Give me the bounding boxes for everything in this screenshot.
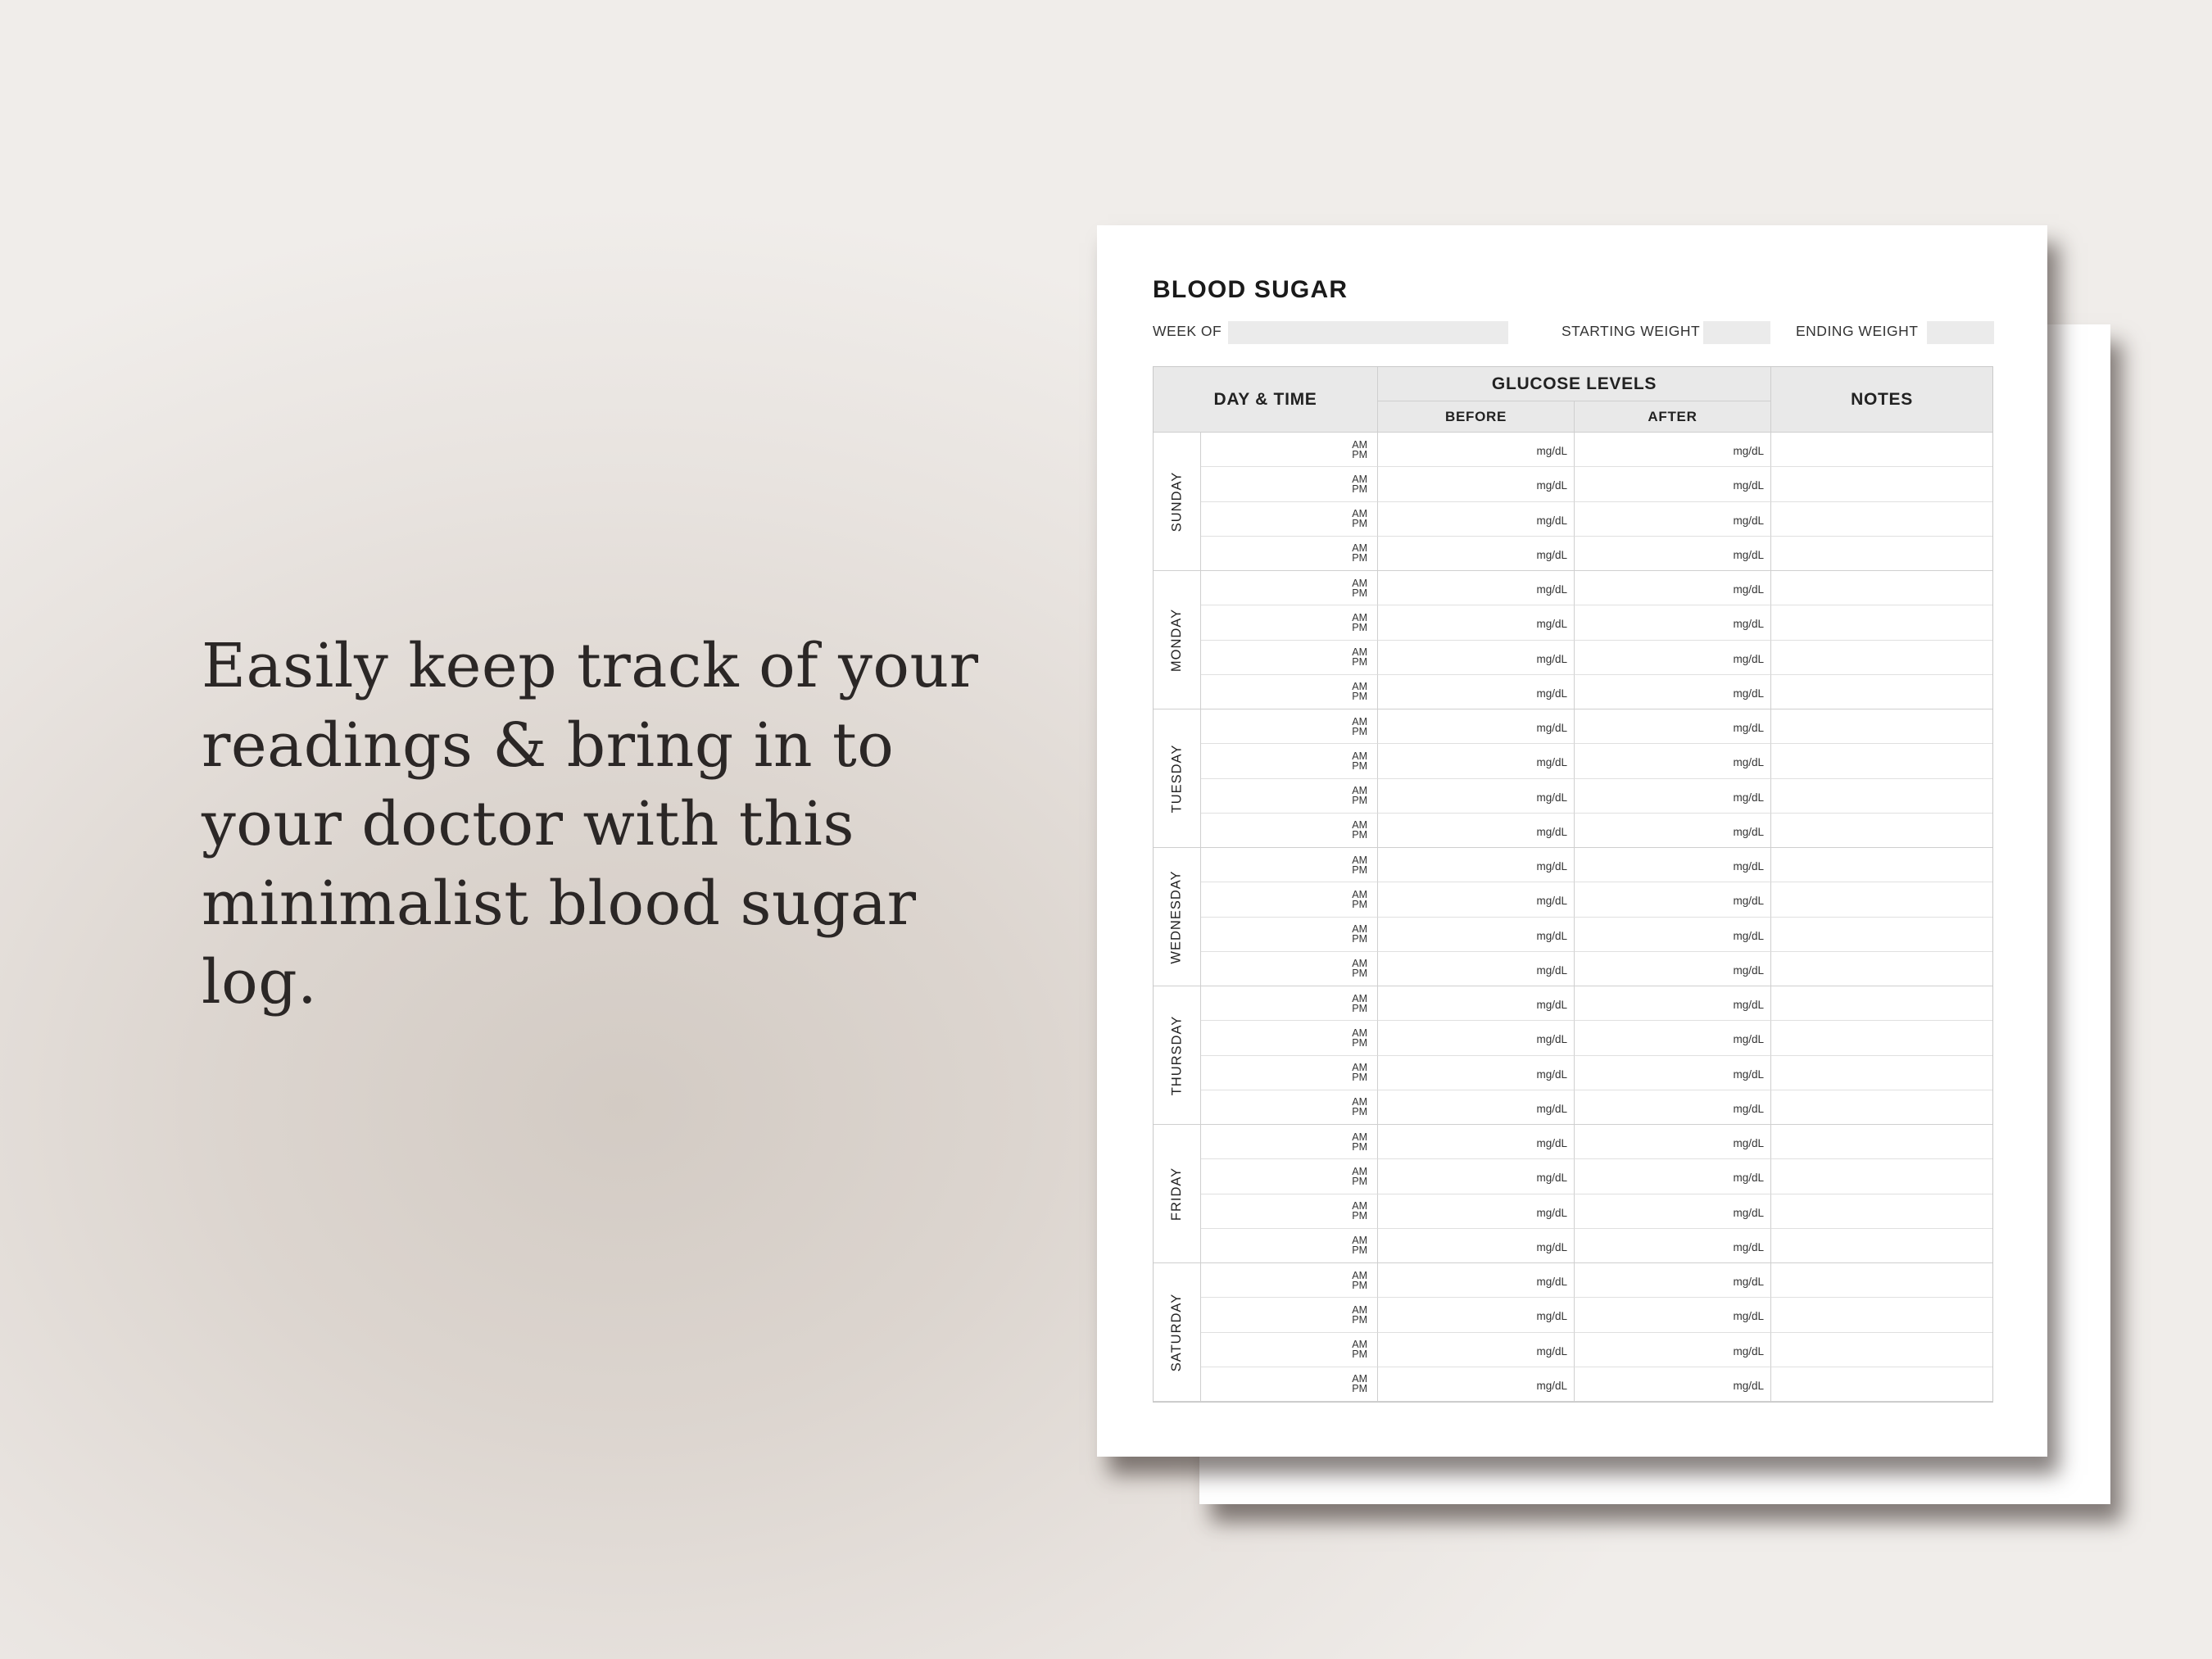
day-label-tuesday	[1154, 709, 1201, 848]
pm-label: PM	[1352, 933, 1367, 945]
time-cell[interactable]	[1201, 1263, 1378, 1298]
day-name: FRIDAY	[1169, 1167, 1184, 1221]
am-label: AM	[1352, 715, 1367, 728]
pm-label: PM	[1352, 448, 1367, 460]
unit-label: mg/dL	[1733, 825, 1764, 838]
am-pm-selector[interactable]	[1352, 1097, 1371, 1117]
pm-label: PM	[1352, 1175, 1367, 1187]
glucose-before-cell[interactable]	[1378, 641, 1575, 675]
headline-line: Easily keep track of your	[202, 631, 979, 701]
unit-label: mg/dL	[1536, 687, 1567, 700]
unit-label: mg/dL	[1536, 1276, 1567, 1289]
notes-cell[interactable]	[1771, 882, 1992, 917]
time-cell[interactable]	[1201, 675, 1378, 709]
unit-label: mg/dL	[1536, 895, 1567, 908]
am-pm-selector[interactable]	[1352, 682, 1371, 701]
glucose-before-cell[interactable]	[1378, 537, 1575, 571]
glucose-after-cell[interactable]	[1575, 1056, 1771, 1090]
time-cell[interactable]	[1201, 537, 1378, 571]
glucose-before-cell[interactable]	[1378, 502, 1575, 537]
glucose-after-cell[interactable]	[1575, 1090, 1771, 1125]
pm-label: PM	[1352, 898, 1367, 910]
log-title: BLOOD SUGAR	[1153, 276, 1349, 303]
headline-line: your doctor with this	[202, 789, 854, 859]
unit-label: mg/dL	[1733, 618, 1764, 631]
day-label-saturday	[1154, 1263, 1201, 1402]
glucose-after-cell[interactable]	[1575, 1298, 1771, 1332]
am-label: AM	[1352, 611, 1367, 623]
pm-label: PM	[1352, 1072, 1367, 1084]
am-pm-selector[interactable]	[1352, 509, 1371, 528]
am-pm-selector[interactable]	[1352, 924, 1371, 944]
pm-label: PM	[1352, 725, 1367, 737]
unit-label: mg/dL	[1536, 1102, 1567, 1115]
am-label: AM	[1352, 1373, 1367, 1385]
am-pm-selector[interactable]	[1352, 1063, 1371, 1082]
glucose-after-cell[interactable]	[1575, 1333, 1771, 1367]
day-name: WEDNESDAY	[1169, 869, 1184, 964]
am-label: AM	[1352, 473, 1367, 485]
glucose-before-cell[interactable]	[1378, 1159, 1575, 1194]
am-label: AM	[1352, 958, 1367, 970]
glucose-before-cell[interactable]	[1378, 467, 1575, 501]
glucose-after-cell[interactable]	[1575, 986, 1771, 1021]
am-label: AM	[1352, 1235, 1367, 1247]
notes-cell[interactable]	[1771, 1298, 1992, 1332]
day-label-monday	[1154, 571, 1201, 709]
am-label: AM	[1352, 1165, 1367, 1177]
am-pm-selector[interactable]	[1352, 786, 1371, 805]
am-label: AM	[1352, 1131, 1367, 1143]
notes-cell[interactable]	[1771, 779, 1992, 814]
pm-label: PM	[1352, 1002, 1367, 1014]
am-label: AM	[1352, 1062, 1367, 1074]
notes-cell[interactable]	[1771, 744, 1992, 778]
pm-label: PM	[1352, 1210, 1367, 1222]
time-cell[interactable]	[1201, 814, 1378, 848]
pm-label: PM	[1352, 1349, 1367, 1361]
pm-label: PM	[1352, 1036, 1367, 1049]
am-pm-selector[interactable]	[1352, 751, 1371, 771]
unit-label: mg/dL	[1733, 548, 1764, 561]
unit-label: mg/dL	[1733, 1033, 1764, 1046]
unit-label: mg/dL	[1733, 514, 1764, 527]
notes-cell[interactable]	[1771, 675, 1992, 709]
glucose-after-cell[interactable]	[1575, 779, 1771, 814]
unit-label: mg/dL	[1536, 999, 1567, 1012]
am-label: AM	[1352, 1303, 1367, 1316]
glucose-log-table	[1153, 366, 1993, 1403]
glucose-after-cell[interactable]	[1575, 571, 1771, 605]
starting-weight-label: STARTING WEIGHT	[1562, 323, 1701, 339]
am-label: AM	[1352, 542, 1367, 555]
pm-label: PM	[1352, 968, 1367, 980]
unit-label: mg/dL	[1536, 722, 1567, 735]
glucose-before-cell[interactable]	[1378, 605, 1575, 640]
pm-label: PM	[1352, 863, 1367, 876]
glucose-after-cell[interactable]	[1575, 641, 1771, 675]
am-pm-selector[interactable]	[1352, 820, 1371, 840]
pm-label: PM	[1352, 518, 1367, 530]
am-label: AM	[1352, 854, 1367, 866]
unit-label: mg/dL	[1536, 791, 1567, 804]
time-cell[interactable]	[1201, 433, 1378, 467]
glucose-after-cell[interactable]	[1575, 1021, 1771, 1055]
time-cell[interactable]	[1201, 571, 1378, 605]
unit-label: mg/dL	[1733, 895, 1764, 908]
am-label: AM	[1352, 1269, 1367, 1281]
unit-label: mg/dL	[1536, 548, 1567, 561]
time-cell[interactable]	[1201, 986, 1378, 1021]
glucose-after-cell[interactable]	[1575, 952, 1771, 986]
am-pm-selector[interactable]	[1352, 543, 1371, 563]
glucose-before-cell[interactable]	[1378, 986, 1575, 1021]
day-label-friday	[1154, 1125, 1201, 1263]
glucose-before-cell[interactable]	[1378, 433, 1575, 467]
glucose-after-cell[interactable]	[1575, 918, 1771, 952]
am-pm-selector[interactable]	[1352, 474, 1371, 494]
glucose-before-cell[interactable]	[1378, 814, 1575, 848]
unit-label: mg/dL	[1733, 1344, 1764, 1358]
notes-cell[interactable]	[1771, 1229, 1992, 1263]
glucose-after-cell[interactable]	[1575, 433, 1771, 467]
unit-label: mg/dL	[1536, 1172, 1567, 1185]
time-cell[interactable]	[1201, 1159, 1378, 1194]
day-name: SATURDAY	[1169, 1293, 1184, 1371]
am-label: AM	[1352, 438, 1367, 451]
unit-label: mg/dL	[1536, 1137, 1567, 1150]
glucose-before-cell[interactable]	[1378, 848, 1575, 882]
pm-label: PM	[1352, 656, 1367, 669]
notes-cell[interactable]	[1771, 1125, 1992, 1159]
time-cell[interactable]	[1201, 1194, 1378, 1229]
time-cell[interactable]	[1201, 744, 1378, 778]
am-label: AM	[1352, 1096, 1367, 1108]
unit-label: mg/dL	[1536, 1206, 1567, 1219]
am-label: AM	[1352, 992, 1367, 1004]
time-cell[interactable]	[1201, 1056, 1378, 1090]
am-label: AM	[1352, 577, 1367, 589]
unit-label: mg/dL	[1733, 652, 1764, 665]
glucose-before-cell[interactable]	[1378, 1298, 1575, 1332]
time-cell[interactable]	[1201, 1229, 1378, 1263]
pm-label: PM	[1352, 759, 1367, 772]
unit-label: mg/dL	[1536, 1310, 1567, 1323]
unit-label: mg/dL	[1733, 1310, 1764, 1323]
notes-cell[interactable]	[1771, 848, 1992, 882]
unit-label: mg/dL	[1536, 618, 1567, 631]
notes-cell[interactable]	[1771, 814, 1992, 848]
unit-label: mg/dL	[1733, 687, 1764, 700]
glucose-after-cell[interactable]	[1575, 744, 1771, 778]
glucose-before-cell[interactable]	[1378, 1125, 1575, 1159]
unit-label: mg/dL	[1733, 1276, 1764, 1289]
unit-label: mg/dL	[1536, 514, 1567, 527]
day-label-thursday	[1154, 986, 1201, 1125]
am-pm-selector[interactable]	[1352, 717, 1371, 737]
am-pm-selector[interactable]	[1352, 1339, 1371, 1359]
glucose-after-cell[interactable]	[1575, 502, 1771, 537]
day-name: SUNDAY	[1169, 471, 1185, 532]
unit-label: mg/dL	[1733, 999, 1764, 1012]
unit-label: mg/dL	[1536, 1240, 1567, 1253]
headline-line: log.	[202, 947, 318, 1018]
day-label-sunday	[1154, 433, 1201, 571]
glucose-after-cell[interactable]	[1575, 882, 1771, 917]
header-after: AFTER	[1575, 401, 1771, 433]
glucose-after-cell[interactable]	[1575, 605, 1771, 640]
notes-cell[interactable]	[1771, 1159, 1992, 1194]
am-pm-selector[interactable]	[1352, 1305, 1371, 1325]
time-cell[interactable]	[1201, 882, 1378, 917]
day-name: THURSDAY	[1169, 1015, 1185, 1095]
glucose-before-cell[interactable]	[1378, 675, 1575, 709]
time-cell[interactable]	[1201, 918, 1378, 952]
pm-label: PM	[1352, 552, 1367, 564]
unit-label: mg/dL	[1733, 860, 1764, 873]
time-cell[interactable]	[1201, 1298, 1378, 1332]
pm-label: PM	[1352, 587, 1367, 599]
glucose-before-cell[interactable]	[1378, 709, 1575, 744]
notes-cell[interactable]	[1771, 1021, 1992, 1055]
am-pm-selector[interactable]	[1352, 1374, 1371, 1394]
time-cell[interactable]	[1201, 502, 1378, 537]
unit-label: mg/dL	[1733, 1206, 1764, 1219]
week-of-field[interactable]	[1228, 321, 1508, 344]
am-pm-selector[interactable]	[1352, 1028, 1371, 1048]
unit-label: mg/dL	[1733, 791, 1764, 804]
notes-cell[interactable]	[1771, 1090, 1992, 1125]
am-pm-selector[interactable]	[1352, 1167, 1371, 1186]
notes-cell[interactable]	[1771, 502, 1992, 537]
am-label: AM	[1352, 508, 1367, 520]
day-label-wednesday	[1154, 848, 1201, 986]
time-cell[interactable]	[1201, 709, 1378, 744]
glucose-after-cell[interactable]	[1575, 814, 1771, 848]
unit-label: mg/dL	[1536, 1344, 1567, 1358]
notes-cell[interactable]	[1771, 1263, 1992, 1298]
unit-label: mg/dL	[1733, 963, 1764, 977]
unit-label: mg/dL	[1536, 1379, 1567, 1392]
unit-label: mg/dL	[1733, 583, 1764, 596]
unit-label: mg/dL	[1733, 756, 1764, 769]
unit-label: mg/dL	[1733, 1172, 1764, 1185]
unit-label: mg/dL	[1733, 1137, 1764, 1150]
unit-label: mg/dL	[1536, 825, 1567, 838]
notes-cell[interactable]	[1771, 709, 1992, 744]
time-cell[interactable]	[1201, 848, 1378, 882]
glucose-after-cell[interactable]	[1575, 1263, 1771, 1298]
unit-label: mg/dL	[1733, 479, 1764, 492]
pm-label: PM	[1352, 829, 1367, 841]
glucose-after-cell[interactable]	[1575, 1367, 1771, 1402]
notes-cell[interactable]	[1771, 433, 1992, 467]
am-pm-selector[interactable]	[1352, 1132, 1371, 1152]
glucose-after-cell[interactable]	[1575, 675, 1771, 709]
glucose-after-cell[interactable]	[1575, 467, 1771, 501]
am-pm-selector[interactable]	[1352, 959, 1371, 978]
glucose-before-cell[interactable]	[1378, 1263, 1575, 1298]
pm-label: PM	[1352, 1140, 1367, 1153]
pm-label: PM	[1352, 621, 1367, 633]
am-pm-selector[interactable]	[1352, 890, 1371, 909]
headline-line: minimalist blood sugar	[202, 868, 917, 939]
time-cell[interactable]	[1201, 1125, 1378, 1159]
pm-label: PM	[1352, 1279, 1367, 1291]
pm-label: PM	[1352, 795, 1367, 807]
notes-cell[interactable]	[1771, 571, 1992, 605]
am-label: AM	[1352, 1200, 1367, 1213]
glucose-before-cell[interactable]	[1378, 882, 1575, 917]
unit-label: mg/dL	[1536, 479, 1567, 492]
glucose-before-cell[interactable]	[1378, 952, 1575, 986]
unit-label: mg/dL	[1536, 1067, 1567, 1081]
unit-label: mg/dL	[1536, 1033, 1567, 1046]
am-pm-selector[interactable]	[1352, 613, 1371, 632]
unit-label: mg/dL	[1536, 652, 1567, 665]
ending-weight-field[interactable]	[1927, 321, 1994, 344]
am-label: AM	[1352, 785, 1367, 797]
time-cell[interactable]	[1201, 1021, 1378, 1055]
am-pm-selector[interactable]	[1352, 855, 1371, 875]
unit-label: mg/dL	[1536, 963, 1567, 977]
notes-cell[interactable]	[1771, 467, 1992, 501]
day-name: MONDAY	[1169, 608, 1185, 672]
glucose-before-cell[interactable]	[1378, 1367, 1575, 1402]
glucose-before-cell[interactable]	[1378, 1090, 1575, 1125]
glucose-before-cell[interactable]	[1378, 571, 1575, 605]
notes-cell[interactable]	[1771, 641, 1992, 675]
unit-label: mg/dL	[1733, 929, 1764, 942]
time-cell[interactable]	[1201, 1333, 1378, 1367]
am-label: AM	[1352, 681, 1367, 693]
glucose-before-cell[interactable]	[1378, 1021, 1575, 1055]
day-name: TUESDAY	[1169, 744, 1184, 813]
glucose-after-cell[interactable]	[1575, 1229, 1771, 1263]
time-cell[interactable]	[1201, 952, 1378, 986]
promo-headline	[202, 627, 1021, 1022]
time-cell[interactable]	[1201, 779, 1378, 814]
time-cell[interactable]	[1201, 641, 1378, 675]
notes-cell[interactable]	[1771, 918, 1992, 952]
glucose-before-cell[interactable]	[1378, 1229, 1575, 1263]
am-pm-selector[interactable]	[1352, 1235, 1371, 1255]
am-label: AM	[1352, 888, 1367, 900]
unit-label: mg/dL	[1536, 860, 1567, 873]
am-pm-selector[interactable]	[1352, 647, 1371, 667]
blood-sugar-log-page	[1097, 225, 2047, 1457]
time-cell[interactable]	[1201, 467, 1378, 501]
glucose-before-cell[interactable]	[1378, 1056, 1575, 1090]
unit-label: mg/dL	[1733, 1102, 1764, 1115]
am-label: AM	[1352, 1339, 1367, 1351]
glucose-after-cell[interactable]	[1575, 1159, 1771, 1194]
time-cell[interactable]	[1201, 1090, 1378, 1125]
unit-label: mg/dL	[1733, 1379, 1764, 1392]
pm-label: PM	[1352, 1244, 1367, 1257]
header-notes: NOTES	[1771, 367, 1992, 433]
pm-label: PM	[1352, 1383, 1367, 1395]
am-label: AM	[1352, 750, 1367, 762]
week-of-label: WEEK OF	[1153, 323, 1222, 339]
unit-label: mg/dL	[1536, 445, 1567, 458]
am-pm-selector[interactable]	[1352, 440, 1371, 460]
pm-label: PM	[1352, 1313, 1367, 1326]
header-day-time: DAY & TIME	[1154, 367, 1378, 433]
header-before: BEFORE	[1378, 401, 1575, 433]
glucose-before-cell[interactable]	[1378, 779, 1575, 814]
unit-label: mg/dL	[1536, 929, 1567, 942]
glucose-before-cell[interactable]	[1378, 1194, 1575, 1229]
pm-label: PM	[1352, 691, 1367, 703]
time-cell[interactable]	[1201, 605, 1378, 640]
glucose-after-cell[interactable]	[1575, 1194, 1771, 1229]
starting-weight-field[interactable]	[1703, 321, 1770, 344]
unit-label: mg/dL	[1733, 1067, 1764, 1081]
am-label: AM	[1352, 923, 1367, 936]
notes-cell[interactable]	[1771, 1333, 1992, 1367]
glucose-after-cell[interactable]	[1575, 1125, 1771, 1159]
pm-label: PM	[1352, 483, 1367, 495]
unit-label: mg/dL	[1536, 756, 1567, 769]
am-pm-selector[interactable]	[1352, 994, 1371, 1013]
notes-cell[interactable]	[1771, 1056, 1992, 1090]
am-pm-selector[interactable]	[1352, 1271, 1371, 1290]
am-label: AM	[1352, 1027, 1367, 1039]
time-cell[interactable]	[1201, 1367, 1378, 1402]
am-label: AM	[1352, 646, 1367, 659]
unit-label: mg/dL	[1536, 583, 1567, 596]
pm-label: PM	[1352, 1106, 1367, 1118]
ending-weight-label: ENDING WEIGHT	[1796, 323, 1919, 339]
glucose-before-cell[interactable]	[1378, 744, 1575, 778]
unit-label: mg/dL	[1733, 1240, 1764, 1253]
am-pm-selector[interactable]	[1352, 1201, 1371, 1221]
glucose-before-cell[interactable]	[1378, 918, 1575, 952]
glucose-after-cell[interactable]	[1575, 848, 1771, 882]
unit-label: mg/dL	[1733, 445, 1764, 458]
glucose-after-cell[interactable]	[1575, 537, 1771, 571]
am-pm-selector[interactable]	[1352, 578, 1371, 598]
notes-cell[interactable]	[1771, 605, 1992, 640]
am-label: AM	[1352, 819, 1367, 832]
notes-cell[interactable]	[1771, 952, 1992, 986]
notes-cell[interactable]	[1771, 1367, 1992, 1402]
notes-cell[interactable]	[1771, 986, 1992, 1021]
unit-label: mg/dL	[1733, 722, 1764, 735]
header-glucose-levels: GLUCOSE LEVELS	[1378, 367, 1771, 401]
notes-cell[interactable]	[1771, 537, 1992, 571]
notes-cell[interactable]	[1771, 1194, 1992, 1229]
glucose-after-cell[interactable]	[1575, 709, 1771, 744]
headline-line: readings & bring in to	[202, 709, 895, 781]
glucose-before-cell[interactable]	[1378, 1333, 1575, 1367]
